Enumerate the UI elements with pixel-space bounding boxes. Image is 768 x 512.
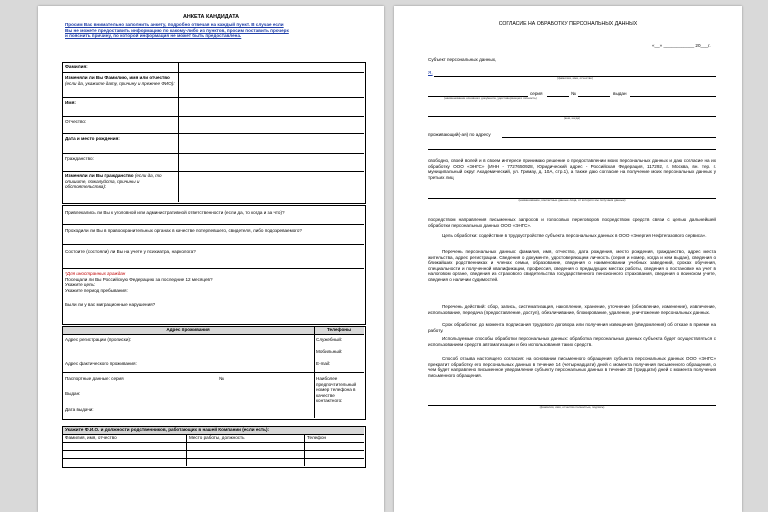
fio-caption: (фамилия, имя, отчество): [557, 76, 593, 80]
consent-term: Срок обработки: до момента подписания трудового договора или получения извещения (уведомления) об отказе в приеме на работу.: [428, 322, 716, 333]
passport-number-label: №: [219, 376, 224, 381]
relatives-col-name: Фамилия, имя, отчество: [65, 435, 117, 440]
passport-issued-label: Выдан:: [65, 391, 81, 396]
phones-header: Телефоны: [326, 327, 351, 332]
foreign-line: Укажите период пребывания:: [65, 287, 128, 293]
issued-label: выдан: [613, 91, 627, 96]
phone-mobile-label: Мобильный:: [316, 349, 343, 354]
foreign-heading: *Для иностранных граждан: [65, 271, 126, 276]
relatives-col-phone: Телефон: [307, 435, 327, 440]
subject-label: Субъект персональных данных,: [428, 57, 497, 62]
row-surname-label: Фамилия:: [65, 64, 88, 69]
intro-line: и пояснить причину, по которой информация не может быть предоставлена.: [65, 33, 242, 39]
question-criminal: Привлекались ли Вы к уголовной или административной ответственности (если да, то когда и за что)?: [65, 210, 285, 215]
registration-address-label: Адрес регистрации (прописки):: [65, 337, 132, 342]
question-law-enforcement: Проходили ли Вы в правоохранительных органах в качестве потерпевшего, свидетеля, либо подозреваемого?: [65, 228, 302, 233]
consent-title: СОГЛАСИЕ НА ОБРАБОТКУ ПЕРСОНАЛЬНЫХ ДАННЫХ: [498, 21, 638, 27]
contact-phone-label: Наиболее предпочтительный номер телефона в качестве контактного:: [316, 376, 357, 404]
consent-date-line: «__» ____________ 20___г.: [652, 43, 711, 48]
consent-paragraph-1: свободно, своей волей и в своем интересе принимаю решение о предоставлении моих персональных данных и даю согласие на их обработку ООО «ЭНГС» (ИНН - 7727650928, Юридический адрес - Российская Федерация, 117292, г. Москва, вн. тер. г. муниципальный округ Академический, ул. Гримау, д. 10А, стр.1), а также даю согласие на получение моих персональных данных у третьих лиц: [428, 158, 716, 180]
number-label: №: [571, 91, 576, 96]
ya-label: Я,: [428, 70, 433, 75]
number-line[interactable]: [578, 96, 610, 97]
row-first-name-label: Имя:: [65, 100, 76, 105]
row-citizenship-change-label: Изменяли ли Вы гражданство: [65, 173, 134, 178]
consent-methods: Используемые способы обработки персональных данных: обработка персональных данных субъекта будет осуществляться с использованием средств автоматизации и без использования таких средств.: [428, 336, 716, 347]
intro-text: [65, 22, 365, 39]
issued-line[interactable]: [630, 96, 716, 97]
residing-label: проживающий(-ая) по адресу: [428, 132, 491, 137]
consent-data-list: Перечень персональных данных: фамилия, имя, отчество, дата рождения, место рождения, гражданство, адрес места жительства, адрес регистрации. Сведения о документе, удостоверяющем личность (серия и номер, когда и кем выдан), сведения о ближайших родственниках и членах семьи, образование, сведения о наименовании учебных заведений, сроках обучения, специальности и полученной квалификации, профессия, сведения о предыдущих местах работы, сведения о постановке на учет в налоговом органе, сведения из страхового свидетельства государственного пенсионного страхования, сведения о воинском учете, сведения о наличии судимостей.: [428, 249, 716, 282]
passport-series-label: Паспортные данные: серия: [65, 376, 124, 381]
row-name-change: [65, 75, 175, 86]
page-consent: [394, 6, 742, 512]
row-patronymic-label: Отчество:: [65, 119, 87, 124]
address-line[interactable]: [502, 137, 716, 138]
series-label: серия: [530, 91, 543, 96]
consent-purpose: Цель обработки: содействие в трудоустройстве субъекта персональных данных в ООО «Энергия Нефтегазового сервиса».: [442, 233, 707, 238]
questionnaire-title: АНКЕТА КАНДИДАТА: [182, 14, 240, 20]
question-psychiatrist: Состоите (состояли) ли Вы на учете у психиатра, нарколога?: [65, 249, 196, 254]
email-label: E-mail:: [316, 361, 331, 366]
intro-line: Просим Вас внимательно заполнить анкету, подробно отвечая на каждый пункт. В случае если: [65, 22, 284, 27]
consent-paragraph-2: посредством направления письменных запросов и голосовых переговоров посредством средств связи с целью дальнейшей обработки персональных данных ООО «ЭНГС».: [428, 217, 716, 228]
row-citizenship-change-note: (если да, то опишите, пожалуйста, причины и обстоятельства):: [65, 173, 162, 190]
row-birth-label: Дата и место рождения:: [65, 136, 120, 141]
row-citizenship-label: Гражданство:: [65, 156, 94, 161]
phone-work-label: Служебный:: [316, 337, 343, 342]
consent-withdrawal: Способ отзыва настоящего согласия: на основании письменного обращения субъекта персональных данных ООО «ЭНГС» прекратит обработку его персональных данных в течение 14 (четырнадцати) дней с момента получения письменного обращения, о чем будет направлено письменное уведомление субъекту персональных данных в течение 30 (тридцати) дней с момента получения письменного обращения.: [428, 356, 716, 378]
doc-caption: (наименование основного документа, удостоверяющего личность): [444, 96, 537, 100]
passport-date-label: Дата выдачи:: [65, 407, 94, 412]
row-name-change-note: (если да, укажите дату, причину и прежнее ФИО):: [65, 80, 175, 86]
page-questionnaire: [38, 6, 384, 512]
intro-line: Вы не можете предоставить информацию по какому-либо из пунктов, просим поставить прочерк: [65, 27, 289, 33]
relatives-header: Укажите Ф.И.О. и должности родственников, работающих в нашей Компании (если есть):: [65, 427, 270, 432]
signature-caption: (фамилия, имя, отчество полностью, подпись): [539, 405, 605, 409]
third-party-caption: (наименование, контактные данные лица, от которого мы получаем данные): [518, 198, 626, 202]
address-line-2[interactable]: [428, 149, 716, 150]
consent-actions: Перечень действий: сбор, запись, систематизация, накопление, хранение, уточнение (обновление, изменение), извлечение, использование, передача (предоставление, доступ), обезличивание, блокирование, удаление, уничтожение персональных данных.: [428, 304, 716, 315]
relatives-col-work: Место работы, должность: [189, 435, 245, 440]
foreign-line: Посещали ли Вы Российскую Федерацию за последние 12 месяцев?: [65, 276, 213, 282]
actual-address-label: Адрес фактического проживания:: [65, 361, 137, 366]
foreign-citizens-block: [65, 271, 361, 308]
row-name-change-label: Изменяли ли Вы Фамилию, имя или отчество: [65, 75, 170, 80]
who-caption: (кем, когда): [563, 116, 581, 120]
foreign-line: Были ли у вас миграционные нарушения?: [65, 302, 156, 308]
row-citizenship-change: [65, 173, 175, 190]
address-header: Адрес проживания: [166, 327, 210, 332]
series-line[interactable]: [547, 96, 569, 97]
foreign-line: Укажите цель:: [65, 282, 96, 288]
